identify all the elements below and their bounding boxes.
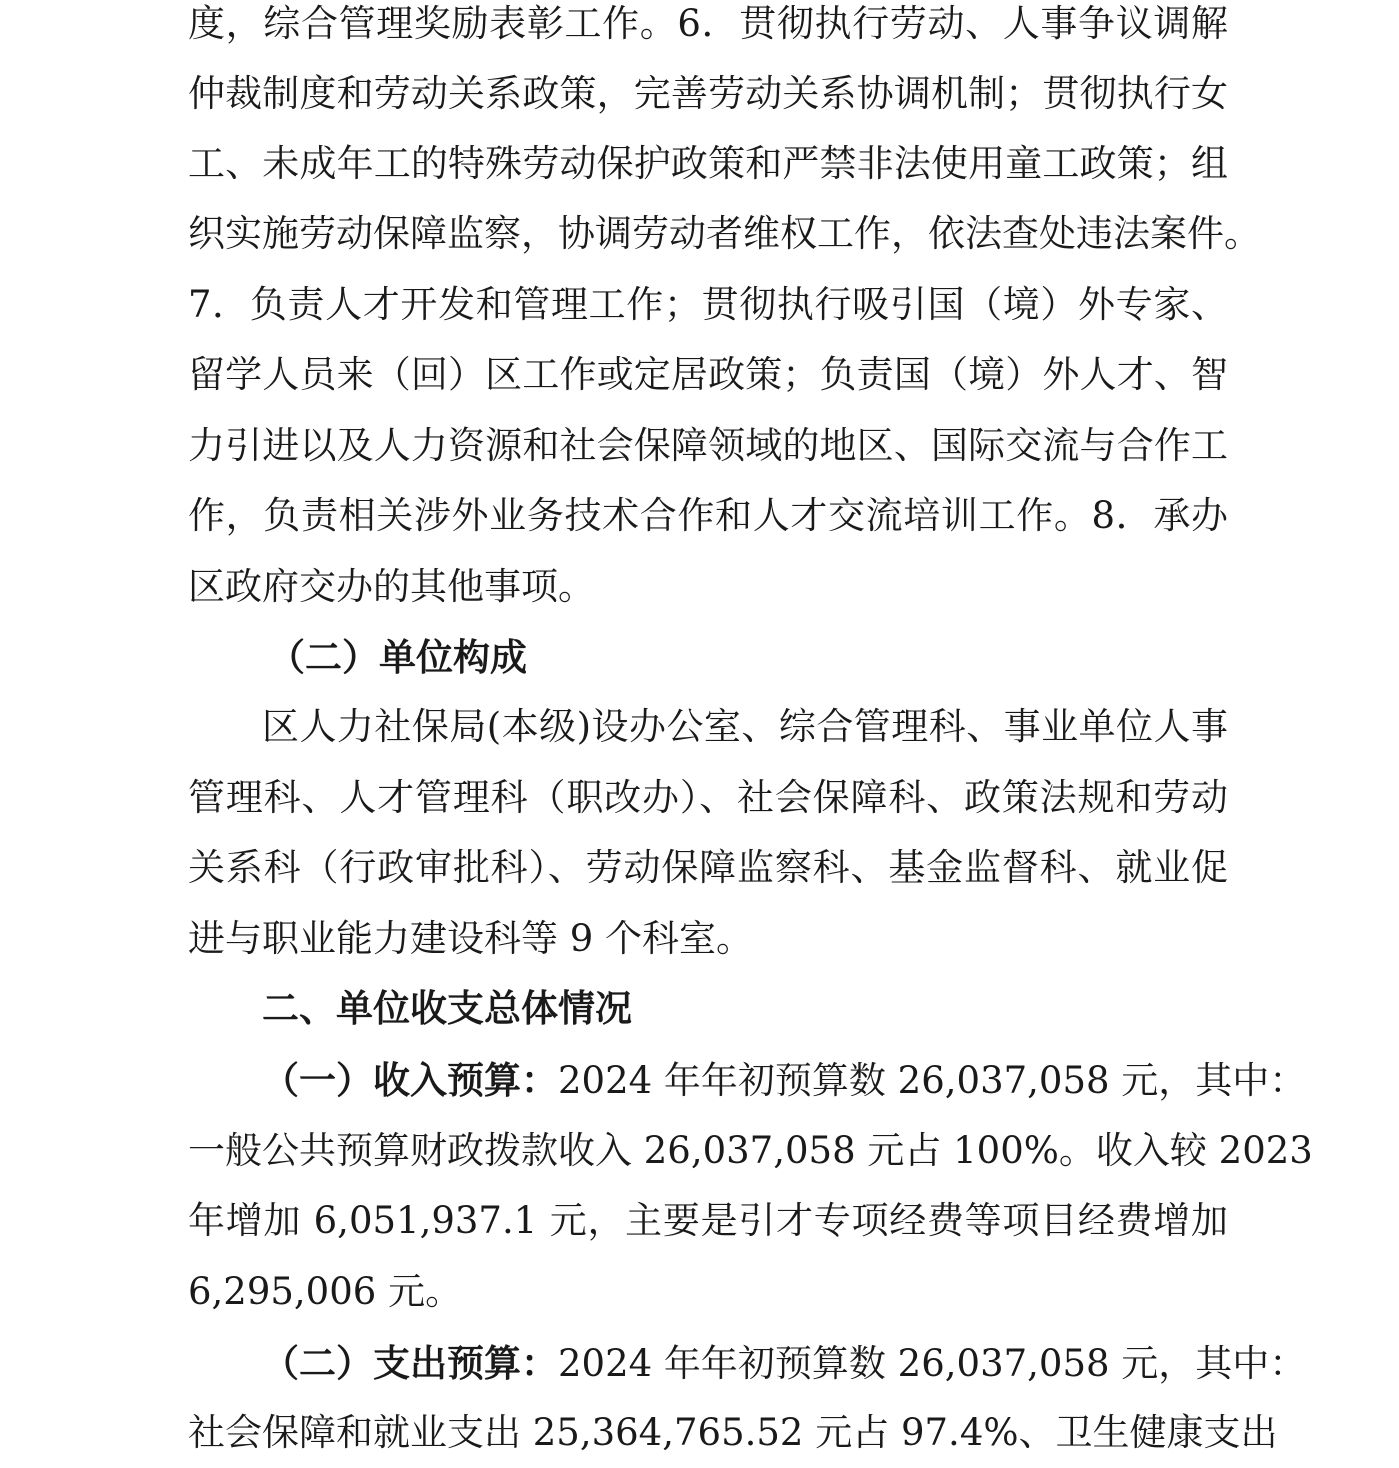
body-text-line: 管理科、人才管理科（职改办）、社会保障科、政策法规和劳动: [188, 776, 1228, 819]
body-text-line: 工、未成年工的特殊劳动保护政策和严禁非法使用童工政策；组: [188, 142, 1228, 185]
income-budget-label: （一）收入预算：: [262, 1058, 558, 1102]
body-text-line: 留学人员来（回）区工作或定居政策；负责国（境）外人才、智: [188, 353, 1228, 396]
income-budget-summary: 2024 年年初预算数 26,037,058 元，其中：: [558, 1059, 1307, 1102]
body-text-line: 织实施劳动保障监察，协调劳动者维权工作，依法查处违法案件。: [188, 212, 1261, 255]
body-text-line: 社会保障和就业支出 25,364,765.52 元占 97.4%、卫生健康支出: [188, 1411, 1278, 1454]
body-text-line: 区政府交办的其他事项。: [188, 565, 595, 608]
body-text-line: 进与职业能力建设科等 9 个科室。: [188, 917, 754, 960]
body-text-line: 作，负责相关涉外业务技术合作和人才交流培训工作。8．承办: [188, 494, 1228, 537]
income-budget-line: [262, 1045, 1307, 1115]
body-text-line: 年增加 6,051,937.1 元，主要是引才专项经费等项目经费增加: [188, 1199, 1228, 1242]
body-text-line: 关系科（行政审批科）、劳动保障监察科、基金监督科、就业促: [188, 846, 1228, 889]
expense-budget-summary: 2024 年年初预算数 26,037,058 元，其中：: [558, 1342, 1307, 1385]
section-heading-unit-composition: （二）单位构成: [268, 635, 527, 679]
expense-budget-label: （二）支出预算：: [262, 1341, 558, 1385]
body-text-line: 一般公共预算财政拨款收入 26,037,058 元占 100%。收入较 2023: [188, 1129, 1313, 1172]
expense-budget-line: [262, 1328, 1307, 1398]
body-text-line: 区人力社保局(本级)设办公室、综合管理科、事业单位人事: [262, 705, 1228, 748]
body-text-line: 度，综合管理奖励表彰工作。6．贯彻执行劳动、人事争议调解: [188, 2, 1228, 45]
body-text-line: 仲裁制度和劳动关系政策，完善劳动关系协调机制；贯彻执行女: [188, 72, 1228, 115]
body-text-line: 6,295,006 元。: [188, 1270, 463, 1313]
section-heading-income-expense: 二、单位收支总体情况: [262, 987, 632, 1030]
body-text-line: 力引进以及人力资源和社会保障领域的地区、国际交流与合作工: [188, 424, 1228, 467]
body-text-line: 7．负责人才开发和管理工作；贯彻执行吸引国（境）外专家、: [188, 283, 1228, 326]
